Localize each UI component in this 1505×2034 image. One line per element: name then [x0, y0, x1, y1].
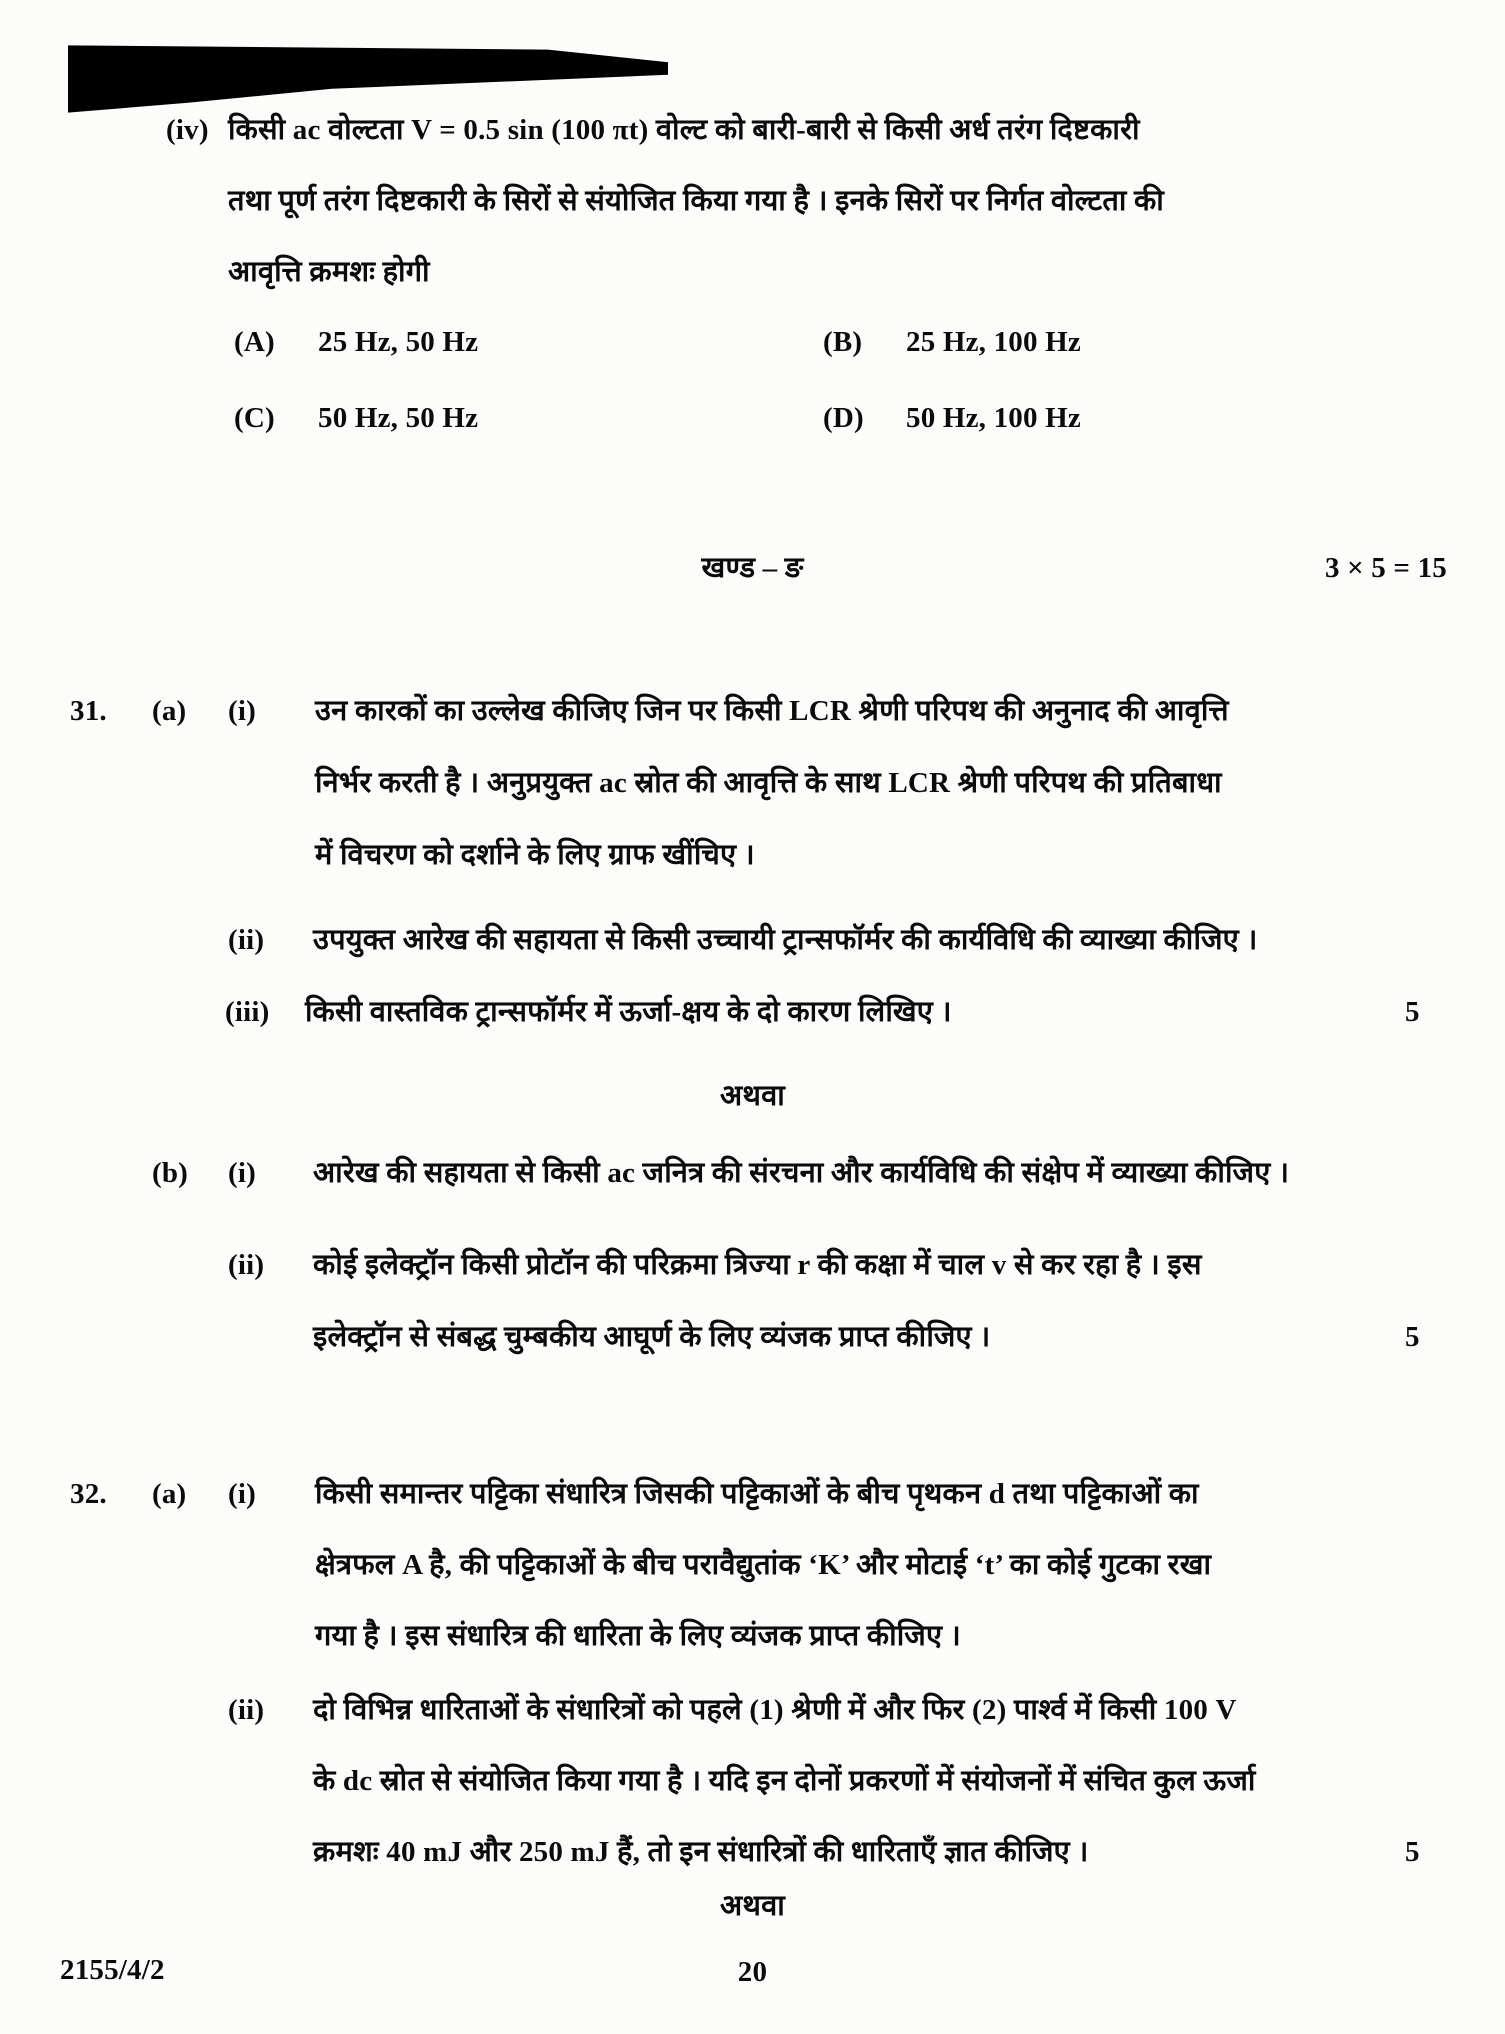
- q31-number: 31.: [70, 695, 107, 727]
- question-iv-label: (iv): [166, 114, 209, 146]
- option-d-label: (D): [823, 402, 864, 434]
- q31-b-i-text: आरेख की सहायता से किसी ac जनित्र की संरचना और कार्यविधि की संक्षेप में व्याख्या कीजिए ।: [313, 1157, 1290, 1189]
- option-c-label: (C): [234, 402, 275, 434]
- option-a-label: (A): [234, 326, 275, 358]
- q31-a-iii-text: किसी वास्तविक ट्रान्सफॉर्मर में ऊर्जा-क्षय के दो कारण लिखिए ।: [305, 996, 952, 1028]
- q32-a-ii-line-1: दो विभिन्न धारिताओं के संधारित्रों को पहले (1) श्रेणी में और फिर (2) पार्श्व में किसी 100 V: [313, 1694, 1237, 1726]
- q31-b-ii-line-2: इलेक्ट्रॉन से संबद्ध चुम्बकीय आघूर्ण के लिए व्यंजक प्राप्त कीजिए ।: [313, 1321, 991, 1353]
- q32-a-i-line-3: गया है । इस संधारित्र की धारिता के लिए व्यंजक प्राप्त कीजिए ।: [315, 1620, 961, 1652]
- q31-part-a-label: (a): [152, 695, 187, 727]
- q32-a-i-line-1: किसी समान्तर पट्टिका संधारित्र जिसकी पट्टिकाओं के बीच पृथकन d तथा पट्टिकाओं का: [315, 1478, 1199, 1510]
- option-b-text: 25 Hz, 100 Hz: [906, 326, 1081, 358]
- q32-a-ii-line-2: के dc स्रोत से संयोजित किया गया है । यदि इन दोनों प्रकरणों में संयोजनों में संचित कुल ऊर्जा: [313, 1765, 1256, 1797]
- q31-b-i-label: (i): [228, 1157, 256, 1189]
- option-c-text: 50 Hz, 50 Hz: [318, 402, 479, 434]
- q31-b-ii-line-1: कोई इलेक्ट्रॉन किसी प्रोटॉन की परिक्रमा त्रिज्या r की कक्षा में चाल v से कर रहा है । इस: [313, 1249, 1202, 1281]
- q32-or-separator: अथवा: [720, 1890, 785, 1922]
- q31-a-i-label: (i): [228, 695, 256, 727]
- q31-a-iii-label: (iii): [225, 996, 270, 1028]
- q31-or-separator: अथवा: [720, 1080, 785, 1112]
- q32-a-ii-line-3: क्रमशः 40 mJ और 250 mJ हैं, तो इन संधारित्रों की धारिताएँ ज्ञात कीजिए ।: [313, 1836, 1089, 1868]
- question-iv-line-1: किसी ac वोल्टता V = 0.5 sin (100 πt) वोल्ट को बारी-बारी से किसी अर्ध तरंग दिष्टकारी: [228, 114, 1140, 146]
- q31-b-marks: 5: [1405, 1321, 1420, 1353]
- q31-a-ii-text: उपयुक्त आरेख की सहायता से किसी उच्चायी ट्रान्सफॉर्मर की कार्यविधि की व्याख्या कीजिए ।: [313, 924, 1258, 956]
- q31-a-i-line-1: उन कारकों का उल्लेख कीजिए जिन पर किसी LCR श्रेणी परिपथ की अनुनाद की आवृत्ति: [315, 695, 1229, 727]
- section-heading: खण्ड – ङ: [701, 552, 804, 584]
- q32-part-a-label: (a): [152, 1478, 187, 1510]
- redaction-mark: [68, 44, 668, 114]
- q31-a-i-line-3: में विचरण को दर्शाने के लिए ग्राफ खींचिए ।: [315, 839, 755, 871]
- q32-number: 32.: [70, 1478, 107, 1510]
- option-d-text: 50 Hz, 100 Hz: [906, 402, 1081, 434]
- q32-a-i-label: (i): [228, 1478, 256, 1510]
- footer-paper-code: 2155/4/2: [60, 1954, 165, 1986]
- q32-a-ii-label: (ii): [228, 1694, 265, 1726]
- q31-a-ii-label: (ii): [228, 924, 265, 956]
- q31-a-i-line-2: निर्भर करती है । अनुप्रयुक्त ac स्रोत की आवृत्ति के साथ LCR श्रेणी परिपथ की प्रतिबाधा: [315, 767, 1222, 799]
- q31-part-b-label: (b): [152, 1157, 189, 1189]
- q32-a-i-line-2: क्षेत्रफल A है, की पट्टिकाओं के बीच परावैद्युतांक ‘K’ और मोटाई ‘t’ का कोई गुटका रखा: [315, 1549, 1212, 1581]
- q32-a-marks: 5: [1405, 1836, 1420, 1868]
- question-iv-line-2: तथा पूर्ण तरंग दिष्टकारी के सिरों से संयोजित किया गया है । इनके सिरों पर निर्गत वोल्टता की: [228, 185, 1165, 217]
- q31-a-marks: 5: [1405, 996, 1420, 1028]
- option-b-label: (B): [823, 326, 863, 358]
- option-a-text: 25 Hz, 50 Hz: [318, 326, 479, 358]
- section-total-marks: 3 × 5 = 15: [1324, 552, 1447, 584]
- q31-b-ii-label: (ii): [228, 1249, 265, 1281]
- footer-page-number: 20: [737, 1956, 768, 1988]
- question-iv-line-3: आवृत्ति क्रमशः होगी: [228, 256, 430, 288]
